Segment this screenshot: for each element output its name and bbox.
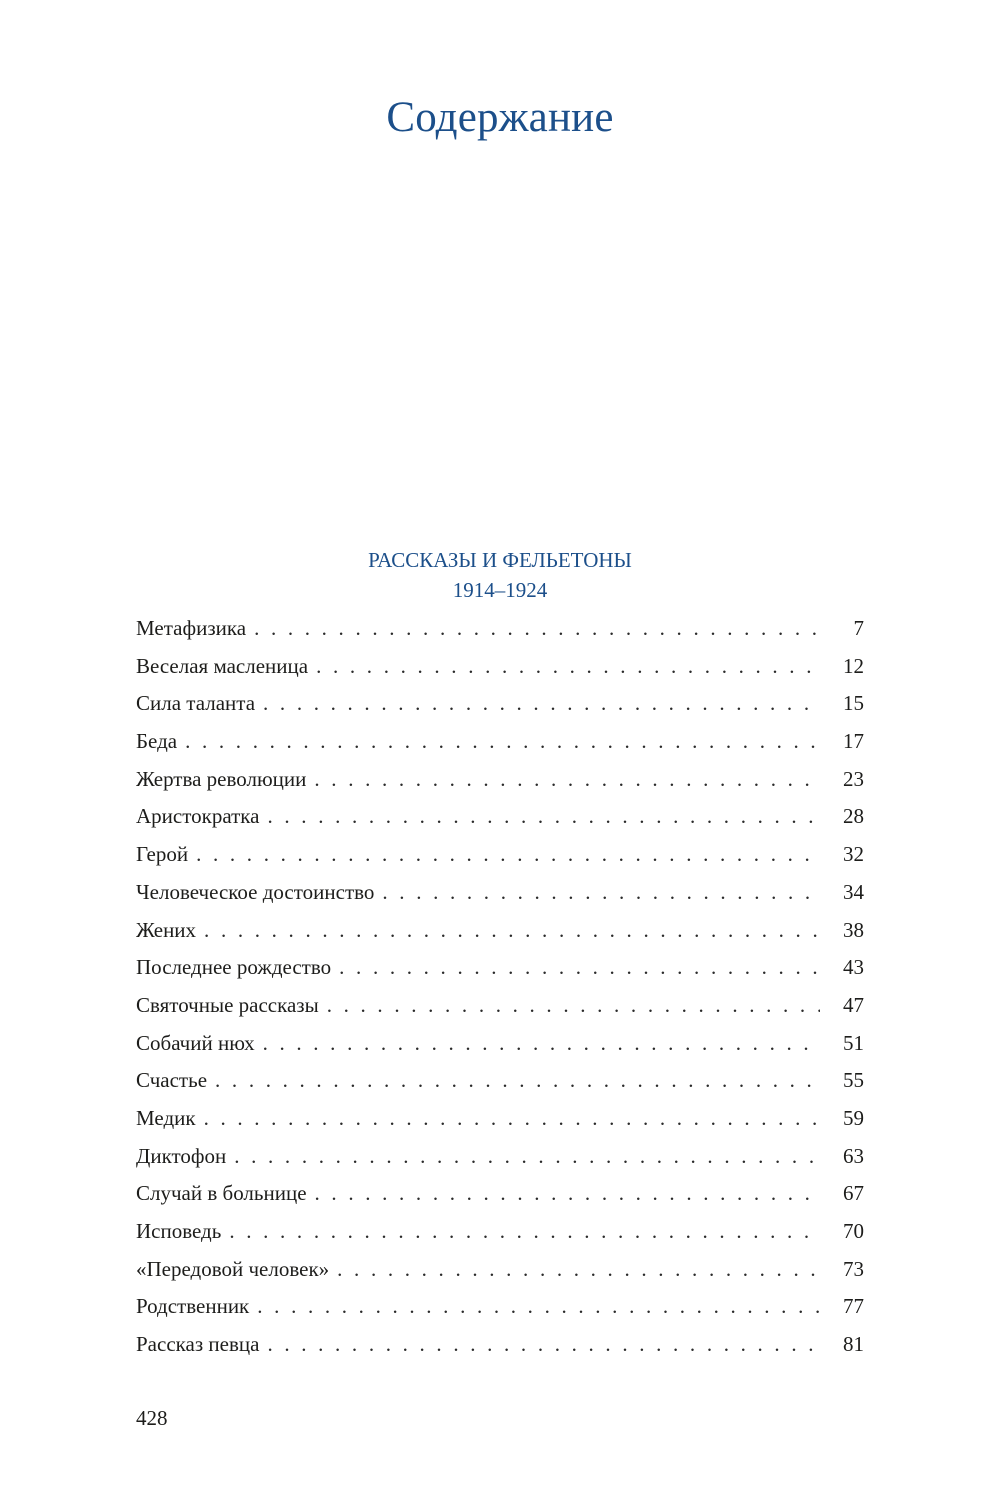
toc-entry-page: 59	[843, 1105, 864, 1130]
toc-entry-page: 17	[843, 729, 864, 754]
section-heading	[0, 545, 1000, 605]
dot-leader	[315, 1175, 820, 1213]
dot-leader	[382, 874, 820, 912]
toc-entry-page: 12	[843, 653, 864, 678]
dot-leader	[257, 1288, 820, 1326]
toc-entry-title: Медик	[136, 1105, 196, 1130]
toc-entry-title: «Передовой человек»	[136, 1256, 330, 1281]
toc-entry-title: Последнее рождество	[136, 955, 332, 980]
toc-entry-title: Счастье	[136, 1068, 208, 1093]
page-number: 428	[136, 1406, 168, 1430]
toc-entry-page: 38	[843, 917, 864, 942]
toc-entry-title: Метафизика	[136, 616, 247, 640]
toc-entry-page: 34	[843, 879, 864, 904]
dot-leader	[254, 610, 820, 648]
toc-entry-title: Герой	[136, 842, 189, 867]
toc-entry-page: 55	[843, 1068, 864, 1093]
toc-entry-page: 28	[843, 804, 864, 829]
toc-entry-title: Собачий нюх	[136, 1030, 255, 1055]
toc-entry-title: Святочные рассказы	[136, 992, 319, 1017]
toc-entry-title: Исповедь	[136, 1219, 222, 1243]
toc-entry-title: Сила таланта	[136, 691, 256, 716]
toc-entry[interactable]	[136, 685, 864, 723]
toc-entry-title: Рассказ певца	[136, 1332, 260, 1357]
dot-leader	[268, 798, 821, 836]
dot-leader	[196, 836, 820, 874]
toc-entry[interactable]	[136, 1025, 864, 1063]
toc-entry-page: 70	[843, 1219, 864, 1243]
toc-entry-title: Человеческое достоинство	[136, 879, 375, 904]
dot-leader	[234, 1138, 820, 1176]
toc-entry-title: Жертва революции	[136, 766, 307, 791]
toc-entry-page: 23	[843, 766, 864, 791]
toc-entry-title: Случай в больнице	[136, 1181, 307, 1206]
dot-leader	[339, 949, 820, 987]
dot-leader	[327, 987, 820, 1025]
toc-entry-title: Беда	[136, 729, 178, 754]
page-title: Содержание	[386, 94, 614, 141]
toc-entry-title: Веселая масленица	[136, 653, 309, 678]
toc-entry[interactable]	[136, 1213, 864, 1251]
toc-entry-page: 81	[843, 1332, 864, 1357]
dot-leader	[229, 1213, 820, 1251]
toc-entry[interactable]	[136, 836, 864, 874]
dot-leader	[185, 723, 820, 761]
dot-leader	[263, 685, 820, 723]
toc-entry[interactable]	[136, 1326, 864, 1364]
toc-entry[interactable]	[136, 1100, 864, 1138]
toc-entry-page: 32	[843, 842, 864, 867]
toc-entry[interactable]	[136, 1138, 864, 1176]
dot-leader	[337, 1251, 820, 1289]
toc-entry[interactable]	[136, 874, 864, 912]
toc-entry[interactable]	[136, 949, 864, 987]
toc-entry-title: Аристократка	[136, 804, 260, 829]
toc-entry-page: 77	[843, 1294, 864, 1319]
toc-entry-title: Жених	[136, 917, 197, 942]
toc-entry-page: 7	[853, 616, 864, 640]
dot-leader	[204, 912, 820, 950]
toc-entry[interactable]	[136, 1175, 864, 1213]
toc-entry-page: 67	[843, 1181, 864, 1206]
toc-entry-title: Диктофон	[136, 1143, 227, 1168]
toc-entry[interactable]	[136, 723, 864, 761]
section-years: 1914–1924	[452, 578, 548, 602]
dot-leader	[314, 761, 820, 799]
dot-leader	[267, 1326, 820, 1364]
toc-entry-page: 51	[843, 1030, 864, 1055]
toc-entry-title: Родственник	[136, 1294, 250, 1319]
toc-entry[interactable]	[136, 761, 864, 799]
dot-leader	[204, 1100, 820, 1138]
toc-entry-page: 63	[843, 1143, 864, 1168]
toc-entry[interactable]	[136, 648, 864, 686]
toc-entry[interactable]	[136, 1288, 864, 1326]
dot-leader	[215, 1062, 820, 1100]
toc-entry-page: 15	[843, 691, 864, 716]
dot-leader	[263, 1025, 820, 1063]
toc-entry-page: 43	[843, 955, 864, 980]
toc-entry-page: 73	[843, 1256, 864, 1281]
toc-entry[interactable]	[136, 798, 864, 836]
table-of-contents	[136, 610, 864, 1364]
toc-entry[interactable]	[136, 912, 864, 950]
toc-entry[interactable]	[136, 610, 864, 648]
toc-entry-page: 47	[843, 992, 864, 1017]
section-title: РАССКАЗЫ И ФЕЛЬЕТОНЫ	[368, 548, 632, 572]
dot-leader	[316, 648, 820, 686]
toc-entry[interactable]	[136, 987, 864, 1025]
toc-entry[interactable]	[136, 1062, 864, 1100]
toc-entry[interactable]	[136, 1251, 864, 1289]
